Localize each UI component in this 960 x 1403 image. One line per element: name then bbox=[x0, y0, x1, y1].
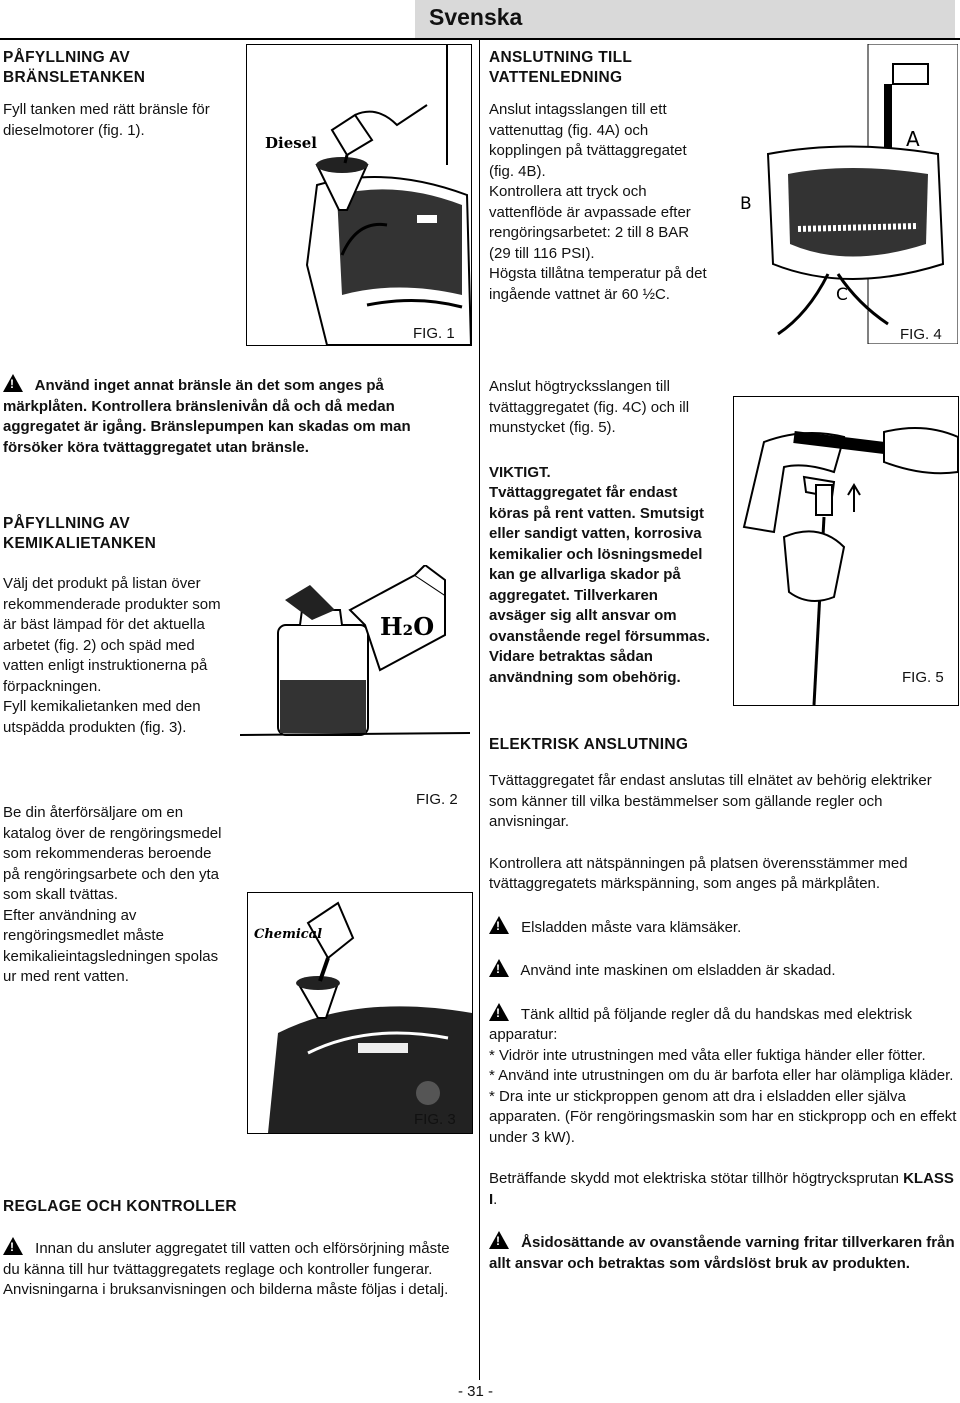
fig4-b-text: B bbox=[740, 194, 752, 214]
fig4-illustration bbox=[728, 44, 958, 344]
column-divider bbox=[479, 40, 480, 1380]
language-tab bbox=[415, 0, 955, 39]
final-warning-text: Åsidosättande av ovanstående varning fritar tillverkaren från allt ansvar och betraktas som vårdslöst bruk av produkten. bbox=[489, 1234, 955, 1272]
fig5-illustration bbox=[733, 396, 959, 706]
chem-text2: Fyll kemikalietanken med den utspädda produkten (fig. 3). bbox=[3, 698, 201, 736]
fuel-warning bbox=[3, 374, 469, 458]
fig4-c-text: C bbox=[836, 285, 848, 305]
spray-gun-drawing bbox=[734, 397, 958, 705]
class-value: KLASS I bbox=[489, 1170, 954, 1208]
controls-text: Anvisningarna i bruksanvisningen och bilderna måste följas i detalj. bbox=[3, 1281, 449, 1298]
language-label: Svenska bbox=[429, 4, 523, 30]
list-item: * Använd inte utrustningen om du är barfota eller har olämpliga kläder. bbox=[489, 1067, 954, 1084]
water-connection-drawing bbox=[728, 44, 958, 344]
chem-section bbox=[3, 514, 229, 738]
fuel-text: Fyll tanken med rätt bränsle för dieselmotorer (fig. 1). bbox=[3, 101, 210, 139]
warning-icon bbox=[3, 374, 23, 392]
fig3-chemical-text: Chemical bbox=[254, 927, 323, 942]
hose-text: Anslut högtrycksslangen till tvättaggregatet (fig. 4C) och ill munstycket (fig. 5). bbox=[489, 378, 690, 436]
dealer-text1: Be din återförsäljare om en katalog över de rengöringsmedel som rekommenderas beroende på rengöringsarbete och den yta som skall tvättas. bbox=[3, 804, 222, 903]
electric-warn1: Elsladden måste vara klämsäker. bbox=[521, 918, 742, 936]
electric-text1: Tvättaggregatet får endast anslutas till elnätet av behörig elektriker som känner till vilka bestämmelser som gällande regler och anvisningar. bbox=[489, 772, 932, 830]
hose-section bbox=[489, 377, 717, 688]
fuel-heading: PÅFYLLNING AV BRÄNSLETANKEN bbox=[3, 49, 146, 86]
warning-icon bbox=[489, 1003, 509, 1021]
fuel-funnel-drawing bbox=[247, 45, 471, 345]
class-text: Beträffande skydd mot elektriska stötar tillhör högtrycksprutan bbox=[489, 1170, 899, 1187]
controls-warning-text: Innan du ansluter aggregatet till vatten och elförsörjning måste du känna till hur tvättaggregatets reglage och kontroller fungerar. bbox=[3, 1240, 450, 1278]
fig1-label: FIG. 1 bbox=[413, 325, 455, 342]
chem-heading: PÅFYLLNING AV KEMIKALIETANKEN bbox=[3, 515, 157, 552]
fuel-warning-text: Använd inget annat bränsle än det som anges på märkplåten. Kontrollera bränslenivån då och då medan aggregatet är igång. Bränslepumpen kan skadas om man försöker köra tvättaggregatet utan bränsle. bbox=[3, 377, 411, 456]
header-rule bbox=[0, 38, 960, 40]
controls-heading: REGLAGE OCH KONTROLLER bbox=[3, 1198, 237, 1215]
chemical-funnel-drawing bbox=[248, 893, 472, 1133]
fuel-section bbox=[3, 48, 233, 141]
warning-icon bbox=[489, 959, 509, 977]
fig5-label: FIG. 5 bbox=[902, 669, 944, 686]
electric-heading: ELEKTRISK ANSLUTNING bbox=[489, 736, 689, 753]
controls-section bbox=[3, 1197, 469, 1301]
electric-warn3: Tänk alltid på följande regler då du handskas med elektrisk apparatur: bbox=[489, 1005, 912, 1043]
fig2-h2o-text: H₂O bbox=[380, 612, 435, 641]
chem-text1: Välj det produkt på listan över rekommenderade produkter som är bäst lämpad för det aktuella arbetet (fig. 2) och späd med vatten enligt instruktionerna på förpackningen. bbox=[3, 575, 221, 695]
warning-icon bbox=[489, 1231, 509, 1249]
list-item: * Vidrör inte utrustningen med våta eller fuktiga händer eller fötter. bbox=[489, 1046, 926, 1064]
fig3-label: FIG. 3 bbox=[414, 1111, 456, 1128]
fig2-label: FIG. 2 bbox=[416, 791, 458, 808]
water-heading: ANSLUTNING TILL VATTENLEDNING bbox=[489, 49, 632, 86]
important-title: VIKTIGT. bbox=[489, 463, 551, 481]
fig1-illustration bbox=[246, 44, 472, 346]
fig3-illustration bbox=[247, 892, 473, 1134]
dealer-section bbox=[3, 803, 225, 988]
warning-icon bbox=[489, 916, 509, 934]
important-text: Tvättaggregatet får endast köras på rent vatten. Smutsigt eller sandigt vatten, korrosiva kemikalier och lösningsmedel kan ge allvarliga skador på aggregatet. Tillverkaren avsäger sig allt ansvar om ovanstående regel försummas. Vidare betraktas sådan användning som obehörig. bbox=[489, 484, 710, 686]
fig1-diesel-text: Diesel bbox=[265, 134, 317, 152]
electric-warn2: Använd inte maskinen om elsladden är skadad. bbox=[520, 962, 836, 979]
electric-text2: Kontrollera att nätspänningen på platsen överensstämmer med tvättaggregatets märkspänning, som anges på märkplåten. bbox=[489, 854, 908, 892]
fig4-a-text: A bbox=[906, 127, 920, 151]
dealer-text2: Efter användning av rengöringsmedlet måste kemikalieintagsledningen spolas ur med rent vatten. bbox=[3, 906, 219, 985]
water-section bbox=[489, 48, 713, 305]
list-item: * Dra inte ur stickproppen genom att dra i elsladden eller själva apparaten. (För rengöringsmaskin som har en stickpropp och en effekt under 3 kW). bbox=[489, 1087, 957, 1146]
water-text2: Kontrollera att tryck och vattenflöde är avpassade efter rengöringsarbetet: 2 till 8 BAR (29 till 116 PSI). bbox=[489, 183, 691, 262]
electric-section: ELEKTRISK ANSLUTNING Tvättaggregatet får endast anslutas till elnätet av behörig elektriker som känner till vilka bestämmelser som gällande regler och anvisningar. Kontrollera att nätspänningen på platsen överensstämmer med tvättaggregatets märkspänning, som anges på märkplåten. ! Elsladden måste vara klämsäker. ! Använd inte maskinen om elsladden är skadad. ! Tänk alltid på följande regler då du handskas med elektrisk apparatur: * Vidrör inte utrustningen med våta eller fuktiga händer eller fötter. * Använd inte utrustningen om du är barfota eller har olämpliga kläder. * Dra inte ur stickproppen genom att dra i elsladden eller själva apparaten. (För rengöringsmaskin som har en stickpropp och en effekt under 3 kW). Beträffande skydd mot elektriska stötar tillhör högtrycksprutan KLASS I. ! Åsidosättande av ovanstående varning fritar tillverkaren från allt ansvar och betraktas som vårdslöst bruk av produkten. bbox=[489, 735, 959, 1274]
dilution-drawing bbox=[240, 565, 470, 745]
fig2-illustration bbox=[240, 565, 470, 815]
warning-icon bbox=[3, 1237, 23, 1255]
page-number: - 31 - bbox=[458, 1383, 494, 1400]
safety-bullet-list bbox=[489, 1046, 959, 1149]
fig4-label: FIG. 4 bbox=[900, 326, 942, 343]
water-text3: Högsta tillåtna temperatur på det ingående vattnet är 60 ½C. bbox=[489, 265, 707, 303]
water-text1: Anslut intagsslangen till ett vattenuttag (fig. 4A) och kopplingen på tvättaggregatet (fig. 4B). bbox=[489, 101, 687, 180]
